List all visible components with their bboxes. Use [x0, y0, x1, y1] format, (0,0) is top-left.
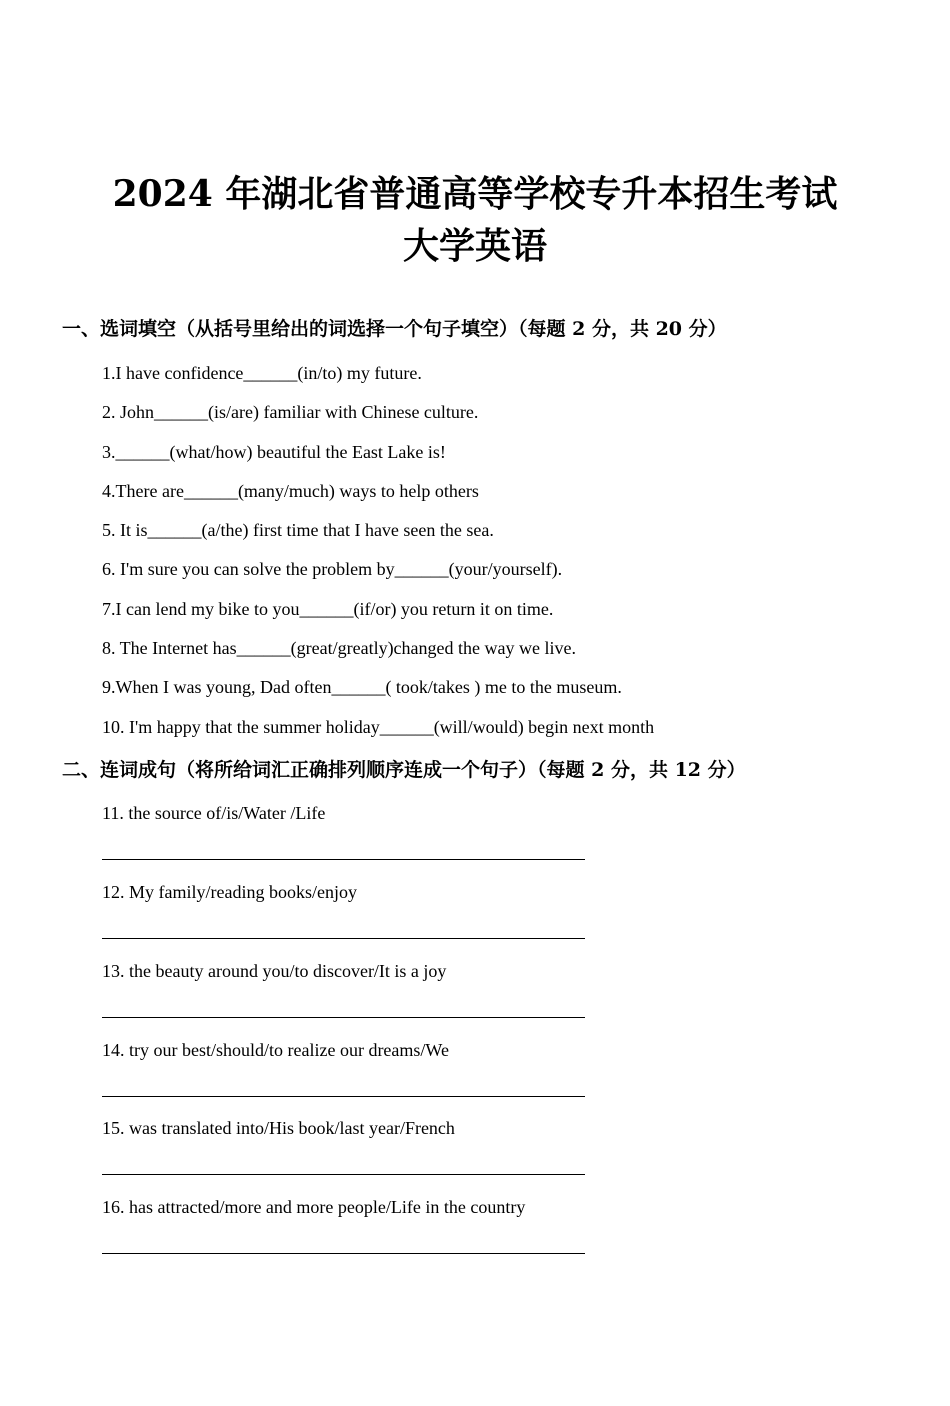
question-16: 16. has attracted/more and more people/Life in the country [102, 1197, 526, 1217]
question-3: 3.______(what/how) beautiful the East Lake is! [102, 442, 446, 462]
question-8: 8. The Internet has______(great/greatly)changed the way we live. [102, 638, 576, 658]
question-2: 2. John______(is/are) familiar with Chinese culture. [102, 402, 479, 422]
exam-subject: 大学英语 [402, 225, 547, 267]
answer-line-14[interactable] [102, 1096, 585, 1097]
question-14: 14. try our best/should/to realize our dreams/We [102, 1040, 449, 1060]
question-15: 15. was translated into/His book/last year/French [102, 1118, 455, 1138]
question-11: 11. the source of/is/Water /Life [102, 803, 326, 823]
answer-line-13[interactable] [102, 1017, 585, 1018]
question-12: 12. My family/reading books/enjoy [102, 882, 357, 902]
answer-line-11[interactable] [102, 859, 585, 860]
question-7: 7.I can lend my bike to you______(if/or) you return it on time. [102, 599, 554, 619]
question-1: 1.I have confidence______(in/to) my future. [102, 363, 422, 383]
section-1-heading: 一、选词填空（从括号里给出的词选择一个句子填空）（每题 2 分，共 20 分） [62, 318, 727, 340]
answer-line-15[interactable] [102, 1174, 585, 1175]
question-6: 6. I'm sure you can solve the problem by______(your/yourself). [102, 559, 563, 579]
question-5: 5. It is______(a/the) first time that I have seen the sea. [102, 520, 494, 540]
answer-line-12[interactable] [102, 938, 585, 939]
question-9: 9.When I was young, Dad often______( took/takes ) me to the museum. [102, 677, 622, 697]
question-10: 10. I'm happy that the summer holiday______(will/would) begin next month [102, 717, 655, 737]
question-4: 4.There are______(many/much) ways to help others [102, 481, 479, 501]
question-13: 13. the beauty around you/to discover/It is a joy [102, 961, 447, 981]
exam-title: 2024 年湖北省普通高等学校专升本招生考试 [112, 173, 838, 215]
answer-line-16[interactable] [102, 1253, 585, 1254]
section-2-heading: 二、连词成句（将所给词汇正确排列顺序连成一个句子）（每题 2 分，共 12 分） [62, 759, 746, 781]
